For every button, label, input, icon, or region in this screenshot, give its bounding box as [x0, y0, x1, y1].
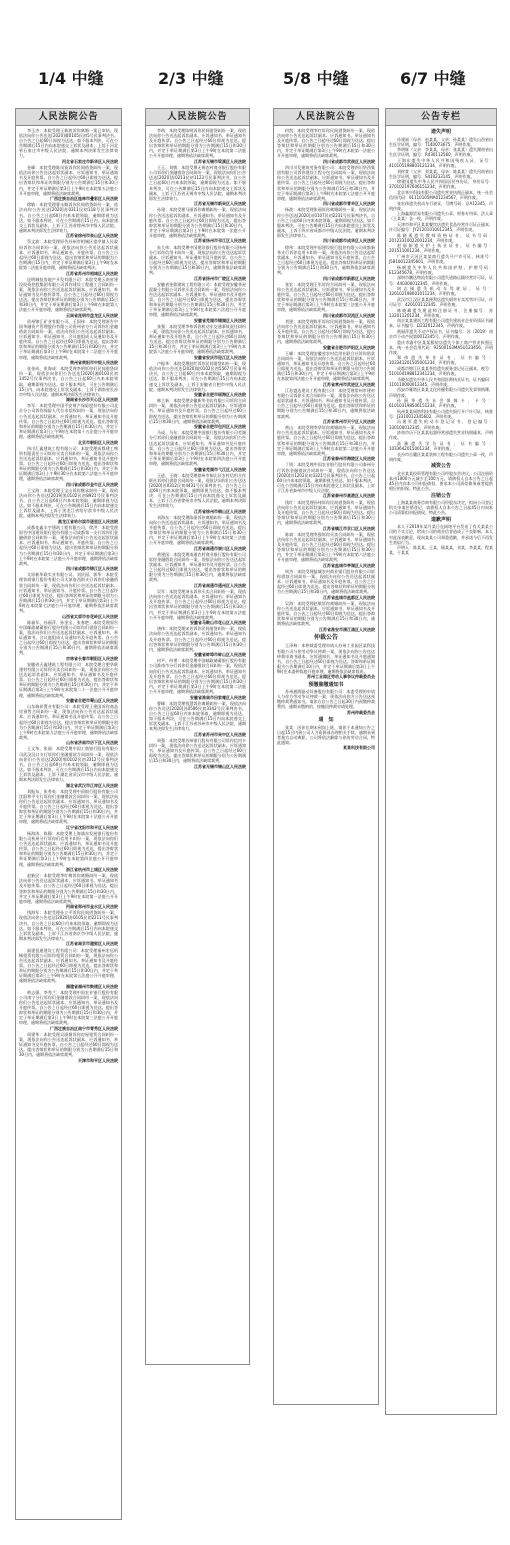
court-signature: 江苏省扬州市广陵区人民法院 — [194, 275, 246, 281]
notice-paragraph: 何平、何勇：本院受理中国邮政储蓄银行股份有限公司淮南市分行诉你们金融借款合同纠纷一案，现依法向你们公告送达起诉状副本、应诉通知书、举证通知书及开庭传票。自公告之日起经过60日即视为送达。提出答辩状和举证的期限分别为公告期满后15日和30日内，并定于举证期满后第3日上午9时在本院第二法庭公开开庭审理，逾期将依法缺席裁判。 — [149, 658, 246, 694]
notice-paragraph: 江苏盛达建设工程有限公司：本院受理常州市建材有限公司诉你买卖合同纠纷一案，现依法向你公告送达起诉状副本、应诉通知书、举证通知书及开庭传票。自公告之日起经过60日即视为送达。提出答辩状和举证的期限分别为公告期满后15日和30日内，逾期将依法缺席裁判。 — [277, 388, 375, 419]
court-signature: 安徽省合肥市蜀山区人民法院 — [66, 698, 118, 704]
column-court-notices-2 — [145, 108, 250, 1365]
court-signature: 安徽省马鞍山市花山区人民法院 — [190, 620, 246, 626]
court-signature: 河北省石家庄市新华区人民法院 — [62, 159, 118, 165]
court-signature: 天津市和平区人民法院 — [78, 1058, 118, 1063]
court-signature: 浙江省杭州市上城区人民法院 — [66, 867, 118, 873]
notice-paragraph: 贵州锦汇矿业有限公司、王国伟：本院受理原告中国华融资产管理股份有限公司贵州省分公司诉你们金融借款合同纠纷一案，依法向你们公告送达起诉状副本、应诉通知书、举证通知书、合议庭组成人员通知书及开庭传票。自公告之日起经过60日即视为送达。提出答辩状和举证的期限分别为公告期满后15日和30日内，并定于举证期满后第3日上午9时在本院第十二法庭公开开庭审理，逾期将依法缺席裁判。 — [19, 318, 118, 360]
notice-paragraph: 昆明城投房地产开发有限公司：本院受理云南省建设投资控股集团有限公司诉你建设工程施工合同纠纷一案，现依法向你公告送达起诉状副本、应诉通知书、举证通知书及开庭传票等。自公告之日起经过60日即视为送达。提出答辩状和举证的期限分别为公告期满后15日和30日内，并定于举证期满后第3日上午9时在本院第八法庭公开开庭审理，逾期将依法缺席裁判。 — [19, 276, 118, 313]
notice-paragraph: 刘梓萱（父亲：刘某某，母亲：陈某某）遗失河南省出生医学证明，编号：S410233145，声明作废。 — [389, 168, 493, 179]
notice-paragraph: 王峰：本院受理安徽省农村信用社联合社诉你借款合同纠纷一案，现依法向你公告送达起诉状副本、应诉通知书、举证通知书及开庭传票。自公告之日起经过60日即视为送达。提出答辩状和举证的期限分别为公告期满后15日和30日内，并定于举证期满后第3日上午9时在本院第四法庭公开开庭审理，逾期将依法缺席裁判。 — [277, 350, 375, 382]
court-signature: 福建省福州市鼓楼区人民法院 — [66, 983, 118, 989]
notice-paragraph: 王文华、张丽：本院受理中国工商银行股份有限公司武汉汉口支行诉你们金融借款合同纠纷一案，现依法向你们公告送达[2020]鄂0102民初3312号民事判决书。自公告之日起60日内来本院领取，逾期即视为送达。如不服本判决，可在公告期满后15日内向本院递交上诉状及副本，上诉于湖北省武汉市中级人民法院。逾期本判决即发生法律效力。 — [19, 746, 118, 783]
notice-paragraph: 深圳市鹏达物流有限公司遗失道路运输经营许可证，证号：440300012345，声明作废。 — [389, 275, 493, 286]
column-title: 人民法院公告 — [274, 109, 378, 126]
court-signature: 四川省成都市成华区人民法院 — [323, 238, 375, 244]
court-signature: 苏州工业园区劳动人事争议仲裁委员会 — [307, 674, 375, 680]
court-signature: 江苏省无锡市新吴区人民法院 — [194, 201, 246, 207]
court-signature: 广西壮族自治区桂林市叠彩区人民法院 — [50, 196, 118, 202]
notice-paragraph: 王玉、刘敏：本院受理无锡农村商业银行股份有限公司诉你们金融借款合同纠纷一案，现依法向你们公告送达[2020]苏0213民初1123号民事判决书。自公告之日起60日内来本院领取，逾期即视为送达。如不服本判决，可在公告期满后15日内向本院递交上诉状及副本，上诉于江苏省无锡市中级人民法院。逾期本判决即发生法律效力。 — [149, 165, 246, 201]
column-body — [16, 126, 121, 1066]
notice-paragraph: 吴军：本院受理汤永诉你买卖合同纠纷一案，现依法向你公告送达起诉状副本、应诉通知书、举证通知书及开庭传票。自公告之日起经过60日即视为送达。提出答辩状和举证的期限分别为公告期满后15日和30日内，并定于举证期满后第3日上午9时在本院第五法庭公开开庭审理，逾期将依法缺席裁判。 — [149, 589, 246, 620]
notice-paragraph: 徐伟：本院受理中国建设银行股份有限公司成都新华支行诉你信用卡纠纷一案，现依法向你公告送达起诉状副本、应诉通知书、举证通知书及开庭传票。自公告之日起经过60日即视为送达。提出答辩状和举证的期限分别为公告期满后15日和30日内，逾期将依法缺席裁判。 — [277, 244, 375, 276]
notice-paragraph: 高雅遗失学位证书，证书编号：1033642015001234，声明作废。 — [389, 440, 493, 451]
court-signature: 山西省太原市杏花岭区人民法院 — [62, 613, 118, 619]
notice-paragraph: 林晓峰遗失建造师注册证书，注册编号：苏132011201234，声明作废。 — [389, 307, 493, 318]
notice-paragraph: 孙建：本院受理马丽诉你离婚纠纷一案，现依法向你公告送达起诉状副本、应诉通知书、举证通知书及开庭传票。自公告之日起经过60日即视为送达。提出答辩状和举证的期限分别为公告期满后15日和30日内，并定于举证期满后第3日上午9时在本院第一法庭公开开庭审理，逾期将依法缺席裁判。 — [149, 207, 246, 238]
notice-paragraph: 周强：本院受理苏州银行股份有限公司诉你信用卡纠纷一案，现依法向你公告送达起诉状副本、应诉通知书、举证通知书及开庭传票。自公告之日起经过60日即视为送达。提出答辩状和举证的期限分别为公告期满后15日和30日内，逾期将依法缺席裁判。 — [149, 737, 246, 764]
notice-paragraph: 张宏：本院受理王军诉你合同纠纷一案，现依法向你公告送达起诉状副本、应诉通知书、举证通知书及开庭传票。自公告之日起经过60日即视为送达。提出答辩状和举证的期限分别为公告期满后15日和30日内，并定于举证期满后第3日上午9时在本院第三法庭公开开庭审理，逾期将依法缺席裁判。 — [277, 281, 375, 313]
court-signature: 江苏省南通市崇川区人民法院 — [194, 545, 246, 551]
court-signature: 江苏省盐城市亭湖区人民法院 — [323, 562, 375, 568]
court-signature: 安徽省合肥市瑶海区人民法院 — [194, 392, 246, 398]
court-signature: 安徽省蚌埠市蚌山区人民法院 — [194, 652, 246, 658]
notice-paragraph: 黄志强、李秀兰：本院受理中国农业银行股份有限公司南宁分行诉你们金融借款合同纠纷一案，现依法向你们公告送达起诉状副本、应诉通知书、举证通知书及开庭传票。自公告之日起经过60日即视为送达。提出答辩状和举证的期限分别为公告期满后15日和30日内，并定于举证期满后第3日上午9时在本院第三法庭公开开庭审理，逾期将依法缺席裁判。 — [19, 989, 118, 1026]
section-heading: 预缴催缴通知书 — [308, 681, 344, 688]
notice-paragraph: 周杰：本院受理盐城农村商业银行股份有限公司诉你借款合同纠纷一案，现依法向你公告送达起诉状副本、应诉通知书、举证通知书及开庭传票。自公告之日起经过60日即视为送达。提出答辩状和举证的期限分别为公告期满后15日和30日内，逾期将依法缺席裁判。 — [277, 568, 375, 595]
notice-paragraph: 孙丽华遗失社会保障卡，卡号：610103198506151234，声明作废。 — [389, 398, 493, 409]
court-signature: 江苏省盐城市盐都区人民法院 — [323, 594, 375, 600]
section-heading: 仲裁公告 — [313, 633, 338, 641]
court-signature: 吉林省长春市朝阳区人民法院 — [66, 655, 118, 661]
notice-paragraph: 杨帆遗失中华人民共和国护照，护照号码：E12345678，声明作废。 — [389, 264, 493, 275]
court-signature: 四川省成都市青羊区人民法院 — [323, 201, 375, 207]
notice-paragraph: 张强：本院受理李伟诉你机动车交通事故责任纠纷一案，现依法向你公告送达起诉状副本、应诉通知书、举证通知书及开庭传票。自公告之日起经过60日即视为送达。提出答辩状和举证的期限分别为公告期满后15日和30日内，并定于举证期满后第3日上午9时在本院第八法庭公开开庭审理，逾期将依法缺席裁判。 — [149, 323, 246, 355]
notice-paragraph: 孙建丽（母亲：赵某某，父亲：孙某某）遗失山西省出生医学证明，编号：T140073675，声明作废。 — [389, 136, 493, 147]
label-page-1-4: 1/4 中缝 — [38, 69, 104, 88]
court-signature: 云南省昆明市盘龙区人民法院 — [66, 312, 118, 318]
column-body — [386, 126, 496, 558]
court-signature: 黑龙江省哈尔滨市道里区人民法院 — [58, 518, 118, 524]
label-page-6-7: 6/7 中缝 — [400, 69, 466, 88]
notice-paragraph: 徐敏：本院受理曹永顺诉你民间借贷纠纷一案，依法向你公告送达[2020]苏0311民初118号民事判决书。自公告之日起60日内来本院领取，逾期即视为送达。如不服本判决，可在公告期满后15日内，向本院递交上诉状及副本，上诉于江苏省徐州市中级人民法院。逾期本判决即发生法律效力。 — [19, 202, 118, 233]
court-signature: 江苏省无锡市梁溪区人民法院 — [194, 159, 246, 165]
court-signature: 贵州省贵阳市中级人民法院 — [70, 360, 118, 366]
notice-paragraph: 李萌：本院受理陈明诉你民间借贷纠纷一案，现依法向你公告送达起诉状副本、应诉通知书、举证通知书及开庭传票。自公告之日起经过60日即视为送达。提出答辩状和举证的期限分别为公告期满后15日和30日内，并定于举证期满后第3日上午9时在本院第二法庭公开开庭审理，逾期将依法缺席裁判。 — [149, 128, 246, 159]
notice-paragraph: 安徽省金鼎建筑工程有限公司：本院受理安徽华星混凝土有限公司诉你买卖合同纠纷一案，现依法向你公告送达起诉状副本、应诉通知书、举证通知书及开庭传票。自公告之日起经过60日即视为送达。提出答辩状和举证的期限分别为公告期满后15日和30日内，并定于举证期满后第3日上午9时在本院第六法庭公开开庭审理，逾期将依法缺席裁判。 — [149, 281, 246, 318]
notice-paragraph: 太原新华联实业有限公司、刘庆国、郭华：本院受理晋商银行股份有限公司太原府西街支行诉你们金融借款合同纠纷一案，现依法向你们公告送达起诉状副本、应诉通知书、举证通知书、开庭传票。自公告之日起经过60日即视为送达。提出答辩状和举证的期限分别为公告期满后15日和30日内，并定于举证期满后第3日上午9时在本院第七法庭公开开庭审理，逾期将依法缺席裁判。 — [19, 572, 118, 614]
court-signature: 北京市朝阳区人民法院 — [78, 439, 118, 445]
notice-paragraph: 北京某某投资管理有限公司经股东会决议，公司注册资本由1000万元减少至100万元。请债权人自本公告之日起45日内向本公司申报债权，要求本公司清偿债务或者提供相应的担保。特此公告。 — [389, 470, 493, 491]
notice-paragraph: 南京某某建筑工程有限公司遗失建筑业企业资质证书副本，证书编号：D232012345，声明作废。 — [389, 318, 493, 329]
court-signature: 江苏省苏州市相城区人民法院 — [66, 270, 118, 276]
notice-paragraph: 四川汇鑫建筑工程有限公司：本院受理成都建工物资有限责任公司诉你买卖合同纠纷一案，现依法向你公告送达起诉状副本、应诉通知书、举证通知书及开庭传票。自公告之日起经过60日即视为送达。提出答辩状和举证的期限分别为公告期满后15日和30日内，并定于举证期满后第3日上午9时30分在本院第六法庭公开开庭审理，逾期将依法缺席裁判。 — [19, 445, 118, 482]
court-signature: 江苏省南京市建邺区人民法院 — [66, 941, 118, 947]
notice-paragraph: 曹峰：本院受理钱慧诉你离婚纠纷一案，现依法向你公告送达[2020]苏0506民初3342号民事判决书。自公告之日起60日内来本院领取，逾期即视为送达。如不服本判决，可在公告期满后15日内向本院递交上诉状及副本，上诉于江苏省苏州市中级人民法院。逾期本判决即发生法律效力。 — [149, 700, 246, 732]
section-heading: 注销公告 — [430, 492, 451, 499]
court-signature: 江苏省常州市武进区人民法院 — [323, 382, 375, 387]
notice-paragraph: 天津市和平区某某餐饮店遗失食品经营许可证正副本，许可证编号：JY21201010012345，声明作废。 — [389, 222, 493, 233]
section-heading: 通 知 — [318, 717, 334, 724]
court-signature: 广西壮族自治区南宁市青秀区人民法院 — [50, 1025, 118, 1031]
court-signature: 辽宁省沈阳市和平区人民法院 — [66, 824, 118, 830]
notice-paragraph: 王进、王晓：本院受理徐州市铜山区农村信用合作联社诉你们借款合同纠纷一案，现依法向你们公告送达[2020]苏0312民初4431号民事判决书。自公告之日起60日内来本院领取，逾期即视为送达。如不服本判决，可在公告期满后15日内向本院递交上诉状及副本，上诉于江苏省徐州市中级人民法院。逾期本判决即发生法律效力。 — [149, 472, 246, 509]
court-signature: 四川省成都市金牛区人民法院 — [66, 481, 118, 487]
notice-paragraph: 赵新民：本院受理李红梅诉你离婚纠纷一案，现依法向你公告送达起诉状副本、应诉通知书、举证通知书及开庭传票。自公告之日起经过60日即视为送达。提出答辩状和举证的期限分别为公告期满后15日和30日内，并定于举证期满后第3日上午9时在本院第一法庭公开开庭审理，逾期将依法缺席裁判。 — [19, 873, 118, 904]
notice-paragraph: 金峰：本院受理陈凤贤诉你民间借贷纠纷一案，现依法向你公告送达起诉状副本、应诉通知书、举证通知书及开庭传票。自公告之日起经过60日即视为送达。提出答辩状和举证的期限分别为公告期满后15日和30日内，并定于举证期满后第3日上午9时在本院第五法庭公开开庭审理，逾期将依法缺席裁判。 — [19, 165, 118, 196]
notice-paragraph: 杨海涛、陈静：本院受理上海浦东发展银行股份有限公司杭州分行诉你们信用卡纠纷一案，现依法向你们公告送达起诉状副本、应诉通知书、举证通知书及开庭传票。自公告之日起经过60日即视为送达。提出答辩状和举证的期限分别为公告期满后15日和30日内，并定于举证期满后第3日上午9时在本院第四法庭公开开庭审理，逾期将依法缺席裁判。 — [19, 830, 118, 867]
court-signature: 江苏省徐州市铜山区人民法院 — [194, 508, 246, 514]
notice-paragraph: 张某：因你长期未到岗上班，请你于本通知公告之日起15日内到公司人力资源部办理相关手续，逾期未到者视为自动离职，公司将依法解除与你的劳动合同。特此通知。 — [277, 724, 375, 745]
column-public-notices — [385, 108, 497, 1415]
notice-paragraph: 王泽林：本仲裁委受理申请人苏州工业园区某科技有限公司与你劳动争议仲裁一案，现依法向你公告送达仲裁申请书副本、应诉通知书、举证通知书及开庭通知书。自公告之日起经过60日即视为送达。答辩和举证期限为公告期满后10日内，并定于举证期满后第3日上午9时在本委仲裁庭开庭审理，逾期将依法缺席裁决。 — [277, 643, 375, 674]
notice-paragraph: 唐伟：本院受理宋芳诉你民间借贷纠纷一案，现依法向你公告送达起诉状副本、应诉通知书、举证通知书及开庭传票。自公告之日起经过60日即视为送达。提出答辩状和举证的期限分别为公告期满后15日和30日内，逾期将依法缺席裁判。 — [149, 626, 246, 652]
notice-paragraph: 本人于2019年某月某日在网络平台发布了有关某某公司的不实言论，给该公司的商业信誉造成了不良影响。本人对此深表歉意，现向某某公司郑重道歉，并承诺今后不再发生类似行为。 — [389, 524, 493, 545]
notice-paragraph: 杭州某某网络科技有限公司遗失银行开户许可证，核准号：J3310012345602，声明作废。 — [389, 408, 493, 419]
court-signature: 湖南省长沙市天心区人民法院 — [66, 397, 118, 403]
notice-paragraph: 广州市天河区某某商行遗失开户许可证，核准号：J5810012345601，声明作废。 — [389, 254, 493, 265]
notice-paragraph: 周志刚遗失机动车驾驶证，证号：320102198001011234，声明作废。 — [389, 286, 493, 297]
notice-paragraph: 福建恒通建设工程有限公司：本院受理福州宏远机械租赁有限公司诉你租赁合同纠纷一案，现依法向你公告送达起诉状副本、应诉通知书、举证通知书及开庭传票。自公告之日起经过60日即视为送达。提出答辩状和举证的期限分别为公告期满后15日和30日内，并定于举证期满后第3日上午9时在本院第五法庭公开开庭审理，逾期将依法缺席裁判。 — [19, 947, 118, 984]
notice-paragraph: 声明人：陈某某、王某、顾某某、刘某、李某某、程某某、于某某 — [389, 545, 493, 556]
notice-paragraph: 王宝海：本院受理王宝山诉你继承纠纷一案，现依法向你公告送达[2019]黑0102民初8921号民事判决书。自公告之日起60日内来本院领取，逾期即视为送达。如不服本判决，可在公告期满后15日内向本院递交上诉状及副本，上诉于黑龙江省哈尔滨市中级人民法院。逾期本判决即发生法律效力。 — [19, 487, 118, 519]
court-signature: 安徽省安庆市迎江区人民法院 — [194, 355, 246, 361]
court-signature: 安徽省淮南市田家庵区人民法院 — [190, 694, 246, 700]
notice-paragraph: 刘海东：本院受理陈丽诉你离婚纠纷一案，现依法向你公告送达起诉状副本、应诉通知书、举证通知书及开庭传票。自公告之日起经过60日即视为送达。提出答辩状和举证的期限分别为公告期满后15日和30日内，并定于举证期满后第3日上午9时在本院第三法庭公开开庭审理，逾期将依法缺席裁判。 — [149, 514, 246, 546]
notice-paragraph: 郑伟遗失毕业证书，证书编号：103341201505001234，声明作废。 — [389, 355, 493, 366]
notice-paragraph: 张金成、张海成：本院受理李明诉你们民间借贷纠纷一案，现依法向你们公告送达[2020]湘0103民初1452号民事判决书。自公告之日起60日内来本院领取，逾期即视为送达。如不服本判决，可在公告期满后15日内，向本院递交上诉状及副本，上诉于湖南省长沙市中级人民法院。逾期本判决即发生法律效力。 — [19, 366, 118, 397]
notice-paragraph: 马成、马东：本院受理中国银行股份有限公司芜湖分行诉你们金融借款合同纠纷一案，现依法向你们公告送达起诉状副本、应诉通知书、举证通知书及开庭传票。自公告之日起经过60日即视为送达。提出答辩状和举证的期限分别为公告期满后15日和30日内，并定于举证期满后第3日上午9时在本院第四法庭公开开庭审理，逾期将依法缺席裁判。 — [149, 430, 246, 466]
column-court-notices-3 — [273, 108, 379, 1405]
notice-paragraph: 何凯：本院受理李红诉你民间借贷纠纷一案，现依法向你公告送达起诉状副本、应诉通知书、举证通知书及开庭传票。自公告之日起经过60日即视为送达。提出答辩状和举证的期限分别为公告期满后15日和30日内，并定于举证期满后第3日上午9时在本院第一法庭公开开庭审理，逾期将依法缺席裁判。 — [277, 128, 375, 159]
notice-paragraph: 成都佳鑫丰宇建筑工程有限公司、徐洪：本院受理原告中国建设银行股份有限公司成都第一支行诉你们金融借款合同纠纷一案，现依法向你们公告送达起诉状副本、应诉通知书、举证通知书、开庭传票。自公告之日起经过60日即视为送达，提出答辩状和举证的期限分别为公告期满后15日和30日内，并定于举证期满后第3日上午9时在本院第三法庭公开开庭审理，逾期将依法缺席裁判。 — [19, 525, 118, 566]
notice-paragraph: 刘建：本院受理陈军诉你民间借贷纠纷一案，现依法向你公告送达起诉状副本、应诉通知书、举证通知书及开庭传票。自公告之日起经过60日即视为送达。提出答辩状和举证的期限分别为公告期满后15日和30日内，逾期将依法缺席裁判。 — [277, 318, 375, 345]
court-signature: 安徽省合肥市庐阳区人民法院 — [323, 344, 375, 350]
court-signature: 某某科技有限公司 — [343, 745, 375, 751]
section-heading: 道歉声明 — [430, 516, 451, 523]
section-heading: 减资公告 — [430, 463, 451, 470]
column-title: 人民法院公告 — [16, 109, 121, 126]
court-signature: 江苏省泰州市海陵区人民法院 — [323, 456, 375, 462]
court-signature: 安徽省芜湖市镜湖区人民法院 — [194, 317, 246, 323]
notice-paragraph: 黄丽萍遗失不动产权证书，证书编号：苏（2019）南京市不动产权第0012345号，声明作废。 — [389, 328, 493, 339]
court-signature: 江苏省常州市天宁区人民法院 — [323, 419, 375, 425]
court-signature: 四川省成都市锦江区人民法院 — [66, 566, 118, 572]
court-signature: 江苏省扬州市邗江区人民法院 — [194, 238, 246, 244]
notice-paragraph: 朱大伟：本院受理中国建设银行股份有限公司扬州分行诉你信用卡纠纷一案，现依法向你公告送达起诉状副本、应诉通知书、举证通知书及开庭传票。自公告之日起经过60日即视为送达。提出答辩状和举证的期限分别为公告期满后15日和30日内，逾期将依法缺席裁判。 — [149, 244, 246, 276]
notice-paragraph: 韩立新：本院受理安徽新华书店有限公司诉你合同纠纷一案，现依法向你公告送达起诉状副本、应诉通知书、举证通知书及开庭传票。自公告之日起经过60日即视为送达。提出答辩状和举证的期限分别为公告期满后15日和30日内，逾期将依法缺席裁判。 — [149, 398, 246, 424]
notice-paragraph: 四川川发建筑劳务有限公司：本院受理四川华西集团有限公司诉你建设工程分包合同纠纷一案，现依法向你公告送达起诉状副本、应诉通知书、举证通知书及开庭传票。自公告之日起经过60日即视为送达。提出答辩状和举证的期限分别为公告期满后15日和30日内，并定于举证期满后第3日上午9时在本院第七法庭公开开庭审理，逾期将依法缺席裁判。 — [277, 165, 375, 201]
column-title: 人民法院公告 — [146, 109, 249, 126]
column-court-notices-1 — [15, 108, 122, 1520]
notice-paragraph: 济南市历下区某某电器经营部遗失营业执照副本，声明作废。 — [389, 430, 493, 441]
notice-paragraph: 上海某某商务咨询有限公司经股东决定，拟向公司登记机关申请注销登记，请债权人自本公告之日起45日内向本公司清算组申报债权。特此公告。 — [389, 500, 493, 516]
notice-paragraph: 上海鑫源贸易有限公司遗失公章、财务专用章、法人章（王某某）各一枚，声明作废。 — [389, 211, 493, 222]
notice-paragraph: 成都市锦江区某某茶馆遗失税务登记证正副本，税号：510104198812341234，声明作废。 — [389, 366, 493, 377]
notice-paragraph: 黄建国：本院受理南通农村商业银行股份有限公司诉你金融借款合同纠纷一案，现依法向你公告送达起诉状副本、应诉通知书、举证通知书及开庭传票。自公告之日起经过60日即视为送达。提出答辩状和举证的期限分别为公告期满后15日和30日内，逾期将依法缺席裁判。 — [149, 552, 246, 583]
court-signature: 江苏省苏州市吴中区人民法院 — [194, 731, 246, 737]
notice-paragraph: 陈斌：本院受理李强诉你买卖合同纠纷一案，现依法向你公告送达起诉状副本、应诉通知书、举证通知书及开庭传票。自公告之日起经过60日即视为送达。提出答辩状和举证的期限分别为公告期满后15日和30日内，并定于举证期满后第3日上午9时在本院第六法庭公开开庭审理，逾期将依法缺席裁判。 — [277, 531, 375, 563]
column-body — [146, 126, 249, 772]
notice-paragraph: 冯建军遗失机动车登记证书，登记编号：330100012345，声明作废。 — [389, 419, 493, 430]
notice-paragraph: 长沙市岳麓区某某装饰工程有限公司遗失公章一枚，声明作废。 — [389, 451, 493, 462]
notice-paragraph: 重庆市渝中区某某服装店遗失个体工商户营业执照正本，统一社会信用代码：92500103MA5U123456，声明作废。 — [389, 339, 493, 355]
column-title: 公告专栏 — [386, 109, 496, 126]
notice-paragraph: 李玉杰：本院受理王新波诉你离婚一案已审结，现依法向你公告送达[2020]冀0105民初5号民事判决书。自公告之日起60日即视为送达。如不服本判决，可在公告期满后15日内向本院递交上诉状及副本，上诉于河北省石家庄市中级人民法院。逾期本判决即发生法律效力。 — [19, 128, 118, 159]
label-page-5-8: 5/8 中缝 — [283, 69, 349, 88]
court-signature: 安徽省芜湖市弋江区人民法院 — [194, 466, 246, 472]
court-signature: 江苏省泰州市高港区人民法院 — [323, 493, 375, 499]
notice-paragraph: 山东瑞祥置业有限公司：本院受理王建国诉你商品房预售合同纠纷一案，现依法向你公告送达起诉状副本、应诉通知书、举证通知书及开庭传票。自公告之日起经过60日即视为送达。提出答辩状和举证的期限分别为公告期满后15日和30日内，并定于举证期满后第3日上午9时在本院第九法庭公开开庭审理，逾期将依法缺席裁判。 — [19, 704, 118, 740]
section-heading: 遗失声明 — [430, 129, 451, 135]
notice-paragraph: 武汉市江汉区某某便利店遗失烟草专卖零售许可证，许可证号：420103112345，声明作废。 — [389, 296, 493, 307]
court-signature: 山东省济南市历下区人民法院 — [66, 740, 118, 746]
court-signature: 江苏省淮安市清江浦区人民法院 — [319, 626, 375, 632]
notice-paragraph: 李明辉（父亲：李某某，母亲：张某某）遗失湖南省出生医学证明，编号：R430112560，声明作废。 — [389, 147, 493, 158]
notice-paragraph: 吴海：本院受理赵敏诉你离婚纠纷一案，现依法向你公告送达起诉状副本、应诉通知书、举证通知书及开庭传票。自公告之日起经过60日即视为送达。提出答辩状和举证的期限分别为公告期满后15日和30日内，逾期将依法缺席裁判。 — [277, 600, 375, 627]
notice-paragraph: 卢振华：本院受理赵红诉你民间借贷纠纷一案，现依法向你公告送达[2020]皖0102民初5567号民事判决书。自公告之日起60日内来本院领取，逾期即视为送达。如不服本判决，可在公告期满后15日内向本院递交上诉状及副本，上诉于安徽省合肥市中级人民法院。逾期本判决即发生法律效力。 — [149, 361, 246, 392]
notice-paragraph: 北京华兴科技有限公司遗失营业执照正副本，统一社会信用代码：91110105MA01234567，声明作废。 — [389, 189, 493, 201]
notice-paragraph: 丁明：本院受理中国农业银行股份有限公司泰州分行诉你金融借款合同纠纷一案，现依法向你公告送达[2020]苏1202民初3321号民事判决书。自公告之日起60日内来本院领取，逾期即视为送达。如不服本判决，可在公告期满后15日内向本院递交上诉状及副本，上诉于江苏省泰州市中级人民法院。 — [277, 462, 375, 493]
notice-paragraph: 刘振东、张秀英：本院受理中国银行股份有限公司沈阳和平支行诉你们金融借款合同纠纷一案，现依法向你们公告送达起诉状副本、应诉通知书、举证通知书及开庭传票。自公告之日起经过60日即视为送达。提出答辩状和举证的期限分别为公告期满后15日和30日内，并定于举证期满后第3日上午9时在本院第十法庭公开开庭审理，逾期将依法缺席裁判。 — [19, 788, 118, 825]
notice-paragraph: 周建华：本院受理吴丽娟诉你房屋租赁合同纠纷一案，现依法向你公告送达起诉状副本、应诉通知书、举证通知书及开庭传票。自公告之日起经过60日即视为送达。提出答辩状和举证的期限分别为公告期满后15日和30日内，逾期将依法缺席裁判。 — [19, 1032, 118, 1058]
column-body — [274, 126, 378, 754]
notice-paragraph: 杨波：本院受理张丽诉你离婚纠纷一案，现依法向你公告送达[2020]川0107民初2231号民事判决书。自公告之日起60日内来本院领取，逾期即视为送达。如不服本判决，可在公告期满后15日内向本院递交上诉状及副本，上诉于四川省成都市中级人民法院。逾期本判决即发生法律效力。 — [277, 207, 375, 238]
notice-paragraph: 钱红：本院受理孙伟诉你民间借贷纠纷一案，现依法向你公告送达起诉状副本、应诉通知书、举证通知书及开庭传票。自公告之日起经过60日即视为送达。提出答辩状和举证的期限分别为公告期满后15日和30日内，逾期将依法缺席裁判。 — [277, 499, 375, 525]
notice-paragraph: 张宏伟遗失机动车行驶证，号牌号码：京A12345，声明作废。 — [389, 200, 493, 211]
notice-paragraph: 安徽省天鑫建筑工程有限公司：本院受理合肥华联建材有限公司诉你买卖合同纠纷一案，现依法向你公告送达起诉状副本、应诉通知书、举证通知书及开庭传票。自公告之日起经过60日即视为送达。提出答辩状和举证的期限分别为公告期满后15日和30日内，并定于举证期满后第3日上午9时在本院第二十一法庭公开开庭审理，逾期将依法缺席裁判。 — [19, 661, 118, 698]
notice-paragraph: 赵丽娟遗失护士执业证书，证书编号：201511001234，声明作废。 — [389, 243, 493, 254]
notice-paragraph: 陈福军、孙丽萍、孙金宝、张春艳：本院受理原告中国邮政储蓄银行股份有限公司诉你们借款合同纠纷一案，依法向你们公告送达起诉状副本、应诉通知书、举证通知书、合议庭组成人员通知书及开庭传票。自公告之日起经过60日即视为送达。提出答辩状和举证的期限分别为公告期满后15日和30日内，逾期将依法缺席裁判。 — [19, 619, 118, 656]
notice-paragraph: 徐建国遗失中华人民共和国居民身份证，身份证号：370102197606151234，声明作废。 — [389, 179, 493, 190]
court-signature: 湖北省武汉市江岸区人民法院 — [66, 782, 118, 788]
court-signature: 河南省郑州市金水区人民法院 — [66, 904, 118, 910]
notice-paragraph: 西安市雁塔区某某文化传播有限公司遗失发票领购簿，声明作废。 — [389, 387, 493, 398]
court-signature: 江苏省南通市通州区人民法院 — [194, 583, 246, 589]
court-signature: 江苏省徐州市泉山区人民法院 — [66, 233, 118, 239]
court-signature: 四川省成都市双流区人民法院 — [323, 312, 375, 318]
notice-paragraph: 黄山：本院受理李华诉你离婚纠纷一案，现依法向你公告送达起诉状副本、应诉通知书、举证通知书及开庭传票。自公告之日起经过60日即视为送达。提出答辩状和举证的期限分别为公告期满后15日和30日内，并定于举证期满后第3日上午9时在本院第二法庭公开开庭审理，逾期将依法缺席裁判。 — [277, 425, 375, 456]
court-signature: 江苏省无锡市锡山区人民法院 — [194, 763, 246, 769]
court-signature: 安徽省合肥市包河区人民法院 — [194, 424, 246, 430]
notice-paragraph: 钱海军：本院受理孙立平诉你民间借贷纠纷一案，现依法向你公告送达[2020]苏0105民初2211号民事判决书。自公告之日起60日内来本院领取，逾期即视为送达。如不服本判决，可在公告期满后15日内向本院递交上诉状及副本，上诉于江苏省南京市中级人民法院。逾期本判决即发生法律效力。 — [19, 910, 118, 941]
court-signature: 四川省成都市新都区人民法院 — [323, 275, 375, 281]
label-page-2-3: 2/3 中缝 — [158, 69, 224, 88]
court-signature: 江苏省镇江市京口区人民法院 — [323, 525, 375, 531]
court-signature: 苏州仲裁委员会 — [347, 709, 375, 715]
court-signature: 四川省成都市武侯区人民法院 — [323, 159, 375, 165]
notice-paragraph: 陈晓燕遗失教师资格证书，证书号码：20123310022001234，声明作废。 — [389, 232, 493, 243]
notice-paragraph: 蔡文波：本院受理原告苏州市相城区望亭镇人民政府诉你合同纠纷一案，现依法向你公告送达起诉状副本、应诉通知书、举证通知书、开庭传票。自公告之日起经过60日即视为送达，提出答辩状和举证的期限为公告期满后15日内，并定于举证期满后第3日上午9时在本院第二法庭开庭审理，逾期将依法缺席判决。 — [19, 239, 118, 270]
notice-paragraph: 马晓东遗失中华人民共和国医师执业证书，证书编码：110110000012345，声明作废。 — [389, 376, 493, 387]
notice-paragraph: 李军：本院受理中国平安财产保险股份有限公司北京分公司诉你保险人代位求偿权纠纷一案，现依法向你公告送达起诉状副本、应诉通知书、举证通知书及开庭传票。自公告之日起经过60日即视为送达。提出答辩状和举证的期限分别为公告期满后15日和30日内，并定于举证期满后第3日上午9时在本院第十五法庭公开开庭审理，逾期将依法缺席裁判。 — [19, 403, 118, 439]
notice-paragraph: 苏州通润驱动设备股份有限公司：本委受理的申请人与你方劳动争议仲裁一案，现依法向你方公告送达预缴仲裁费通知书。请你方自公告之日起30日内预缴仲裁费用，逾期未缴纳的，按撤回仲裁申请处理。 — [277, 689, 375, 710]
notice-paragraph: 王海东遗失中华人民共和国残疾人证，证号：410105198803121234，声明作废。 — [389, 157, 493, 168]
